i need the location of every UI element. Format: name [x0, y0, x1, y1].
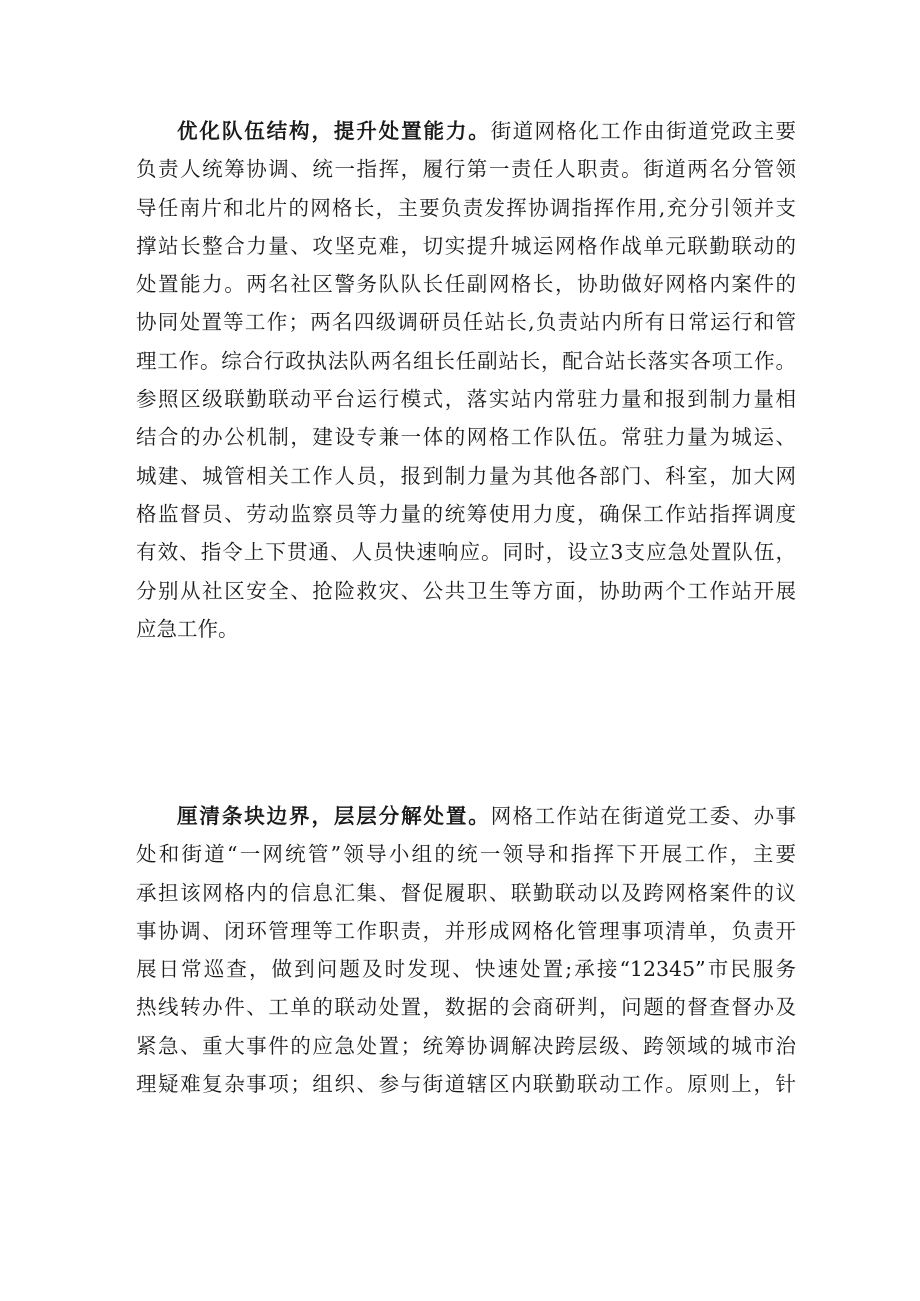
- paragraph-lead-heading: 厘清条块边界，层层分解处置。: [177, 804, 491, 828]
- paragraph-line: 热线转办件、工单的联动处置，数据的会商研判，问题的督查督办及: [136, 995, 796, 1020]
- paragraph-line: 承担该网格内的信息汇集、督促履职、联勤联动以及跨网格案件的议: [136, 880, 796, 905]
- paragraph-line: 格监督员、劳动监察员等力量的统筹使用力度，确保工作站指挥调度: [136, 501, 796, 526]
- paragraph-first-line: [136, 797, 796, 835]
- paragraph-line: 理疑难复杂事项；组织、参与街道辖区内联勤联动工作。原则上，针: [136, 1072, 796, 1097]
- paragraph-line: 应急工作。: [136, 616, 239, 641]
- paragraph-line: 理工作。综合行政执法队两名组长任副站长，配合站长落实各项工作。: [136, 348, 796, 373]
- paragraph-line: 街道网格化工作由街道党政主要: [490, 119, 796, 143]
- paragraph-line: 撑站长整合力量、攻坚克难，切实提升城运网格作战单元联勤联动的: [136, 233, 796, 258]
- paragraph-line: 城建、城管相关工作人员，报到制力量为其他各部门、科室，加大网: [136, 463, 796, 488]
- paragraph-line: 负责人统筹协调、统一指挥，履行第一责任人职责。街道两名分管领: [136, 157, 796, 182]
- paragraph-line: 展日常巡查，做到问题及时发现、快速处置;承接“12345”市民服务: [136, 957, 796, 982]
- paragraph-line: 有效、指令上下贯通、人员快速响应。同时，设立3支应急处置队伍，: [136, 540, 796, 565]
- paragraph-team-structure: [136, 112, 796, 648]
- paragraph-line: 参照区级联勤联动平台运行模式，落实站内常驻力量和报到制力量相: [136, 387, 796, 412]
- paragraph-line: 紧急、重大事件的应急处置；统筹协调解决跨层级、跨领域的城市治: [136, 1033, 796, 1058]
- paragraph-line: 网格工作站在街道党工委、办事: [490, 804, 796, 828]
- paragraph-line: 结合的办公机制，建设专兼一体的网格工作队伍。常驻力量为城运、: [136, 425, 796, 450]
- paragraph-line: 事协调、闭环管理等工作职责，并形成网格化管理事项清单，负责开: [136, 918, 796, 943]
- paragraph-line: 导任南片和北片的网格长，主要负责发挥协调指挥作用,充分引领并支: [136, 195, 796, 220]
- paragraph-line: 分别从社区安全、抢险救灾、公共卫生等方面，协助两个工作站开展: [136, 578, 796, 603]
- paragraph-line: 协同处置等工作；两名四级调研员任站长,负责站内所有日常运行和管: [136, 310, 796, 335]
- paragraph-clarify-boundaries: [136, 797, 796, 1103]
- paragraph-lead-heading: 优化队伍结构，提升处置能力。: [177, 119, 491, 143]
- paragraph-first-line: [136, 112, 796, 150]
- paragraph-line: 处置能力。两名社区警务队队长任副网格长，协助做好网格内案件的: [136, 272, 796, 297]
- paragraph-line: 处和街道“一网统管”领导小组的统一领导和指挥下开展工作，主要: [136, 842, 796, 867]
